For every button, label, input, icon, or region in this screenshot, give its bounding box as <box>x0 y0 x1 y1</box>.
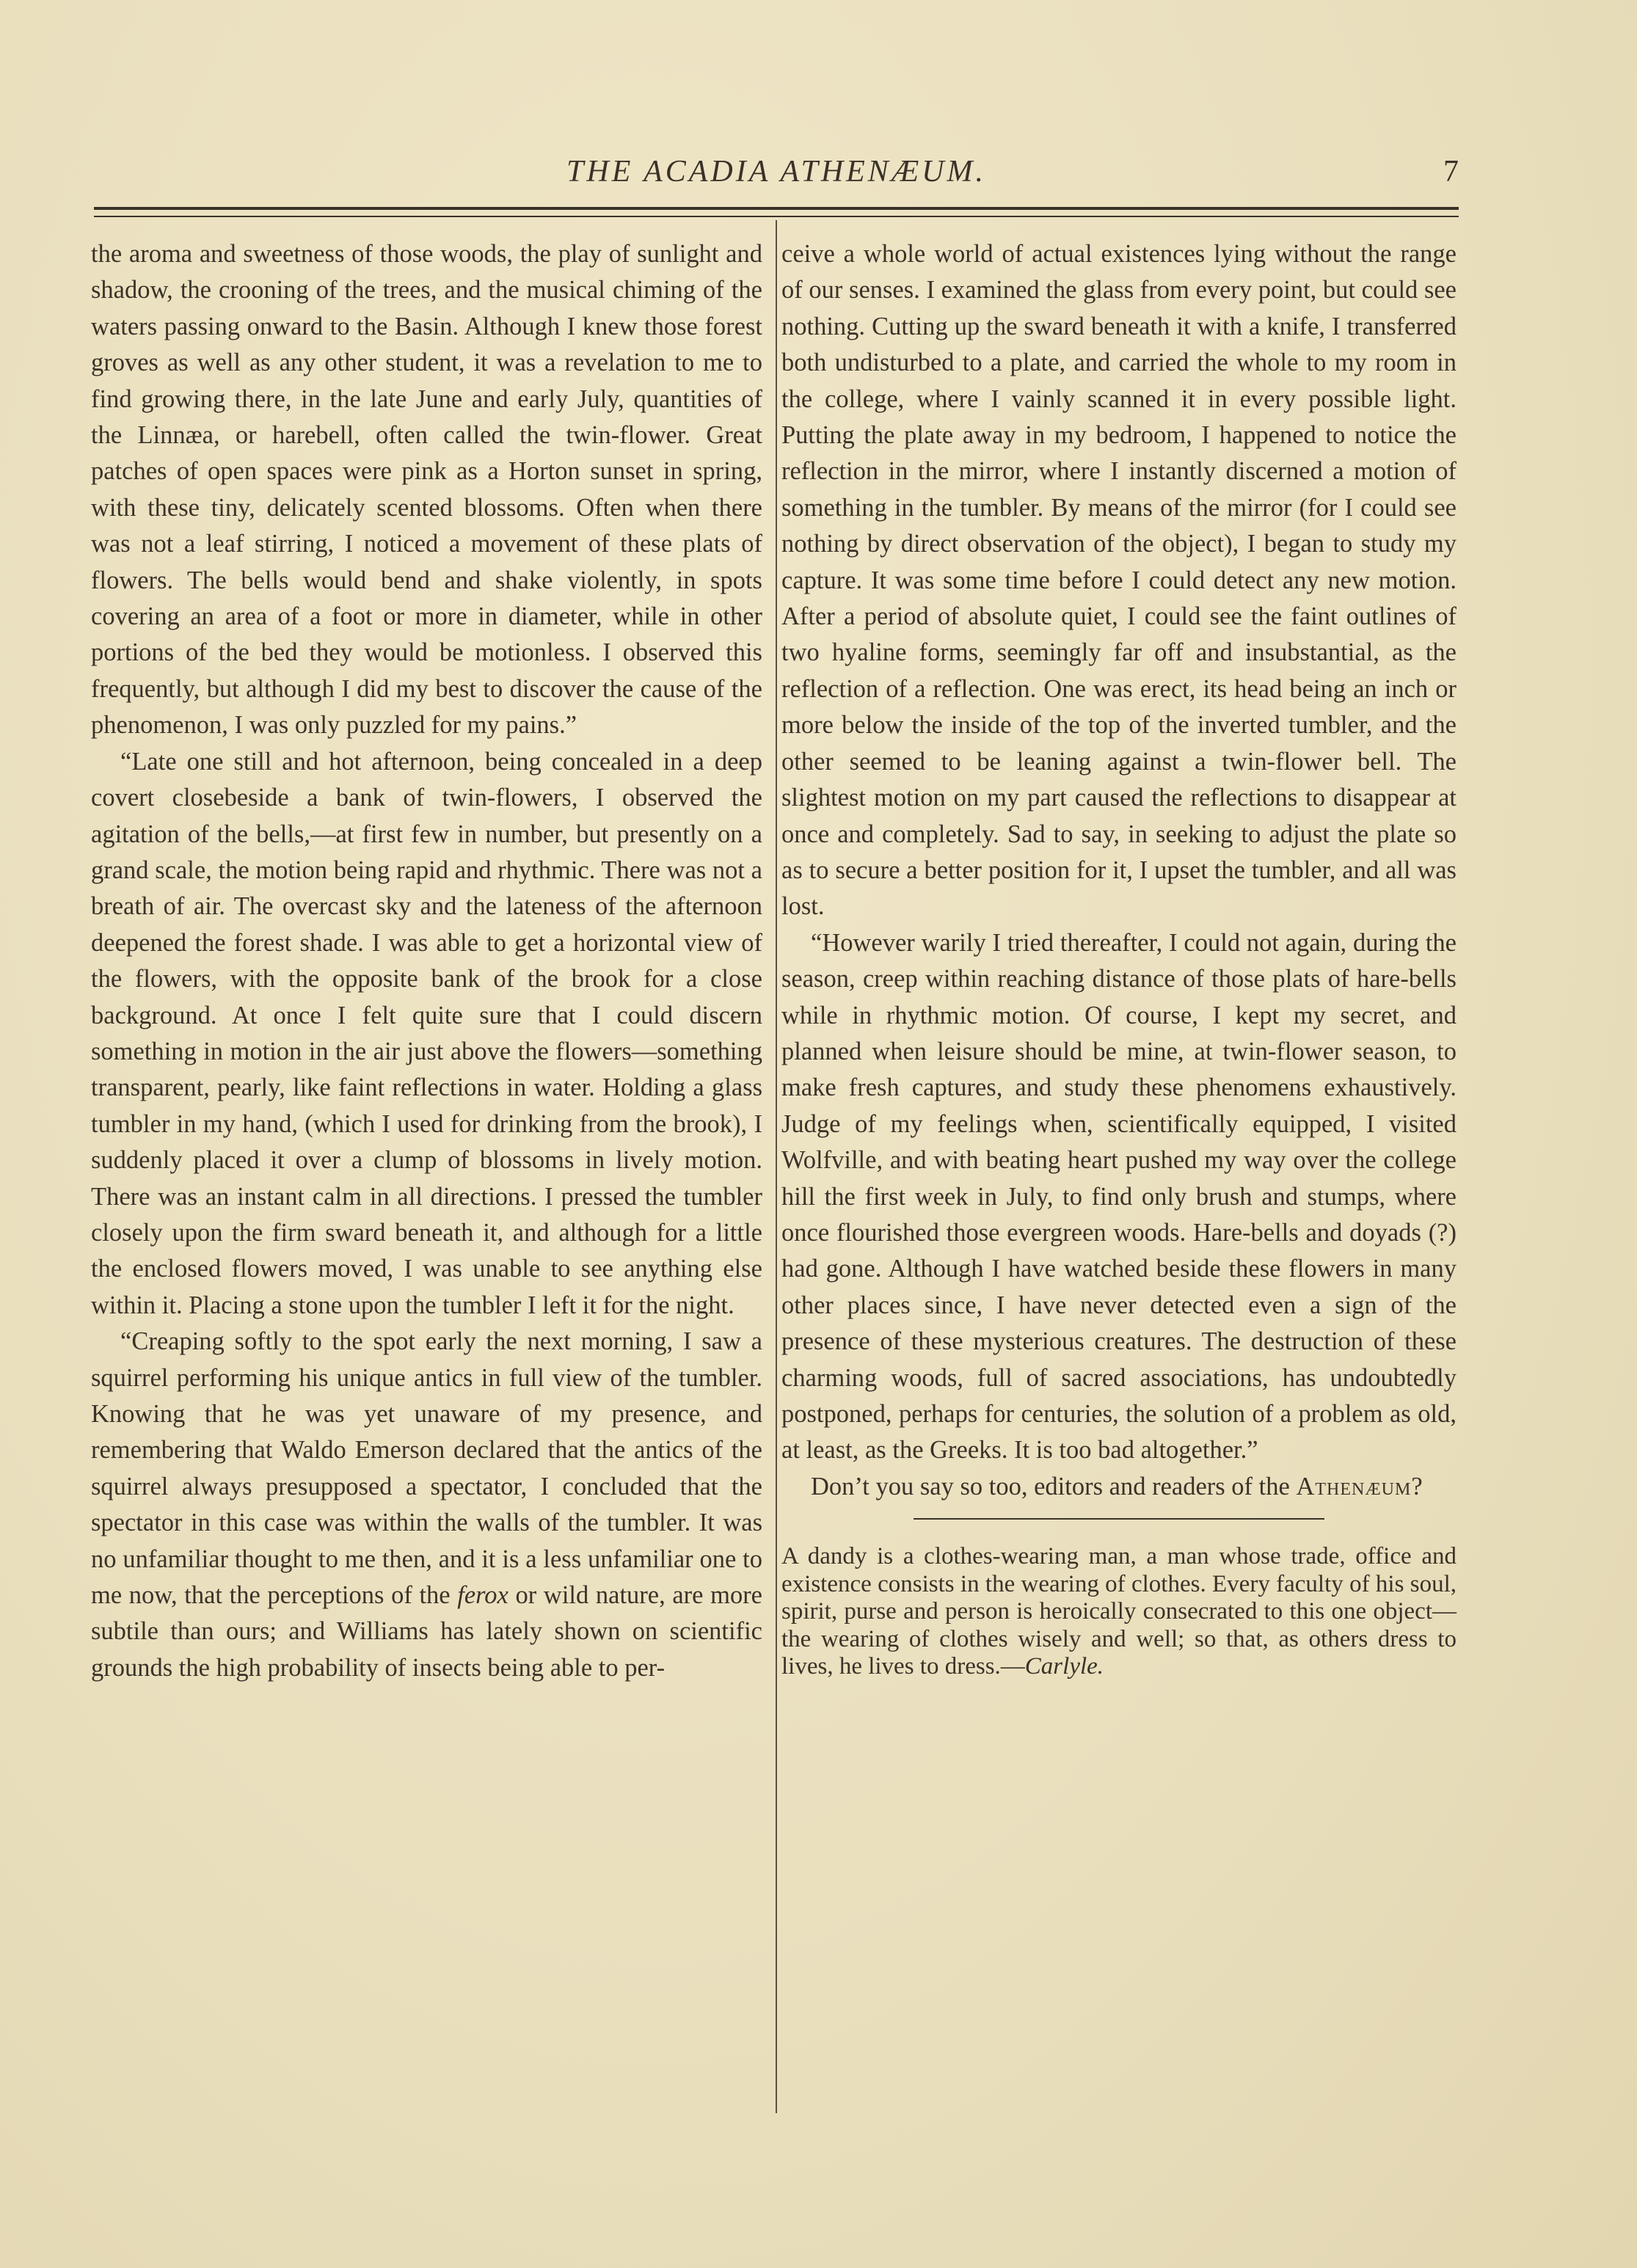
carlyle-quote <box>781 1543 1456 1681</box>
ferox-italic: ferox <box>457 1581 508 1610</box>
left-paragraph-3 <box>91 1324 762 1686</box>
closing-lead: Don’t you say so too, editors and readers of the <box>811 1472 1290 1501</box>
left-paragraph-2: “Late one still and hot afternoon, being concealed in a deep covert closebeside a bank of twin-flowers, I observed the agitation of the bells,—at first few in number, but presently on a grand scale, the motion being rapid and rhythmic. There was not a breath of air. The overcast sky and the lateness of the afternoon deepened the forest shade. I was able to get a horizontal view of the flowers, with the opposite bank of the brook for a close background. At once I felt quite sure that I could discern something in motion in the air just above the flowers—something transparent, pearly, like faint reflections in water. Holding a glass tumbler in my hand, (which I used for drinking from the brook), I suddenly placed it over a clump of blossoms in lively motion. There was an instant calm in all directions. I pressed the tumbler closely upon the firm sward beneath it, and although for a little the enclosed flowers moved, I was unable to see anything else within it. Placing a stone upon the tumbler I left it for the night. <box>91 747 762 1319</box>
page-number: 7 <box>1443 155 1459 189</box>
header-rule-thin <box>94 216 1459 217</box>
running-title: THE ACADIA ATHENÆUM. <box>566 155 986 189</box>
closing-end: ? <box>1411 1472 1423 1501</box>
left-paragraph-3-tail: or wild nature, are more subtile than ours; and Williams has lately shown on scientific grounds the high probability of insects being able to per- <box>91 1581 762 1682</box>
left-paragraph-3-text: “Creaping softly to the spot early the next morning, I saw a squirrel performing his unique antics in full view of the tumbler. Knowing that he was yet unaware of my presence, and remembering that Waldo Emerson declared that the antics of the squirrel always presupposed a spectator, I concluded that the spectator in this case was within the walls of the tumbler. It was no unfamiliar thought to me then, and it is a less unfamiliar one to me now, that the perceptions of the <box>91 1327 762 1610</box>
right-paragraph-2: “However warily I tried thereafter, I could not again, during the season, creep within reaching distance of those plats of hare-bells while in rhythmic motion. Of course, I kept my secret, and planned when leisure should be mine, at twin-flower season, to make fresh captures, and study these phenomens exhaustively. Judge of my feelings when, scientifically equipped, I visited Wolfville, and with beating heart pushed my way over the college hill the first week in July, to find only brush and stumps, where once flourished those evergreen woods. Hare-bells and doyads (?) had gone. Although I have watched beside these flowers in many other places since, I have never detected even a sign of the presence of these mysterious creatures. The destruction of these charming woods, full of sacred associations, has undoubtedly postponed, perhaps for centuries, the solution of a problem as old, at least, as the Greeks. It is too bad altogether.” <box>781 928 1456 1465</box>
right-column <box>781 236 1456 1681</box>
quote-text: A dandy is a clothes-wearing man, a man whose trade, office and existence consists in the wearing of clothes. Every faculty of his soul, spirit, purse and person is heroically consecrated to this one object—the wearing of clothes wisely and well; so that, as others dress to lives, he lives to dress.— <box>781 1543 1456 1680</box>
column-divider <box>776 220 777 2113</box>
right-paragraph-1: ceive a whole world of actual existences lying without the range of our senses. I examined the glass from every point, but could see nothing. Cutting up the sward beneath it with a knife, I transferred both undisturbed to a plate, and carried the whole to my room in the college, where I vainly scanned it in every possible light. Putting the plate away in my bedroom, I happened to notice the reflection in the mirror, where I instantly discerned a motion of something in the tumbler. By means of the mirror (for I could see nothing by direct observation of the object), I began to study my capture. It was some time before I could detect any new motion. After a period of absolute quiet, I could see the faint outlines of two hyaline forms, seemingly far off and insubstantial, as the reflection of a reflection. One was erect, its head being an inch or more below the inside of the top of the inverted tumbler, and the other seemed to be leaning against a twin-flower bell. The slightest motion on my part caused the reflections to disappear at once and completely. Sad to say, in seeking to adjust the plate so as to secure a better position for it, I upset the tumbler, and all was lost. <box>781 240 1456 921</box>
page-header <box>94 154 1459 191</box>
closing-line <box>781 1469 1456 1505</box>
header-rule-thick <box>94 207 1459 210</box>
closing-athenaeum: Athenæum <box>1296 1472 1412 1501</box>
left-column <box>91 236 762 1686</box>
section-divider <box>914 1518 1324 1520</box>
left-paragraph-1: the aroma and sweetness of those woods, the play of sunlight and shadow, the crooning of the trees, and the musical chiming of the waters passing onward to the Basin. Although I knew those forest groves as well as any other student, it was a revelation to me to find growing there, in the late June and early July, quantities of the Linnæa, or harebell, often called the twin-flower. Great patches of open spaces were pink as a Horton sunset in spring, with these tiny, delicately scented blossoms. Often when there was not a leaf stirring, I noticed a movement of these plats of flowers. The bells would bend and shake violently, in spots covering an area of a foot or more in diameter, while in other portions of the bed they would be motionless. I observed this frequently, but although I did my best to discover the cause of the phenomenon, I was only puzzled for my pains.” <box>91 240 762 740</box>
quote-author: Carlyle. <box>1024 1653 1104 1680</box>
